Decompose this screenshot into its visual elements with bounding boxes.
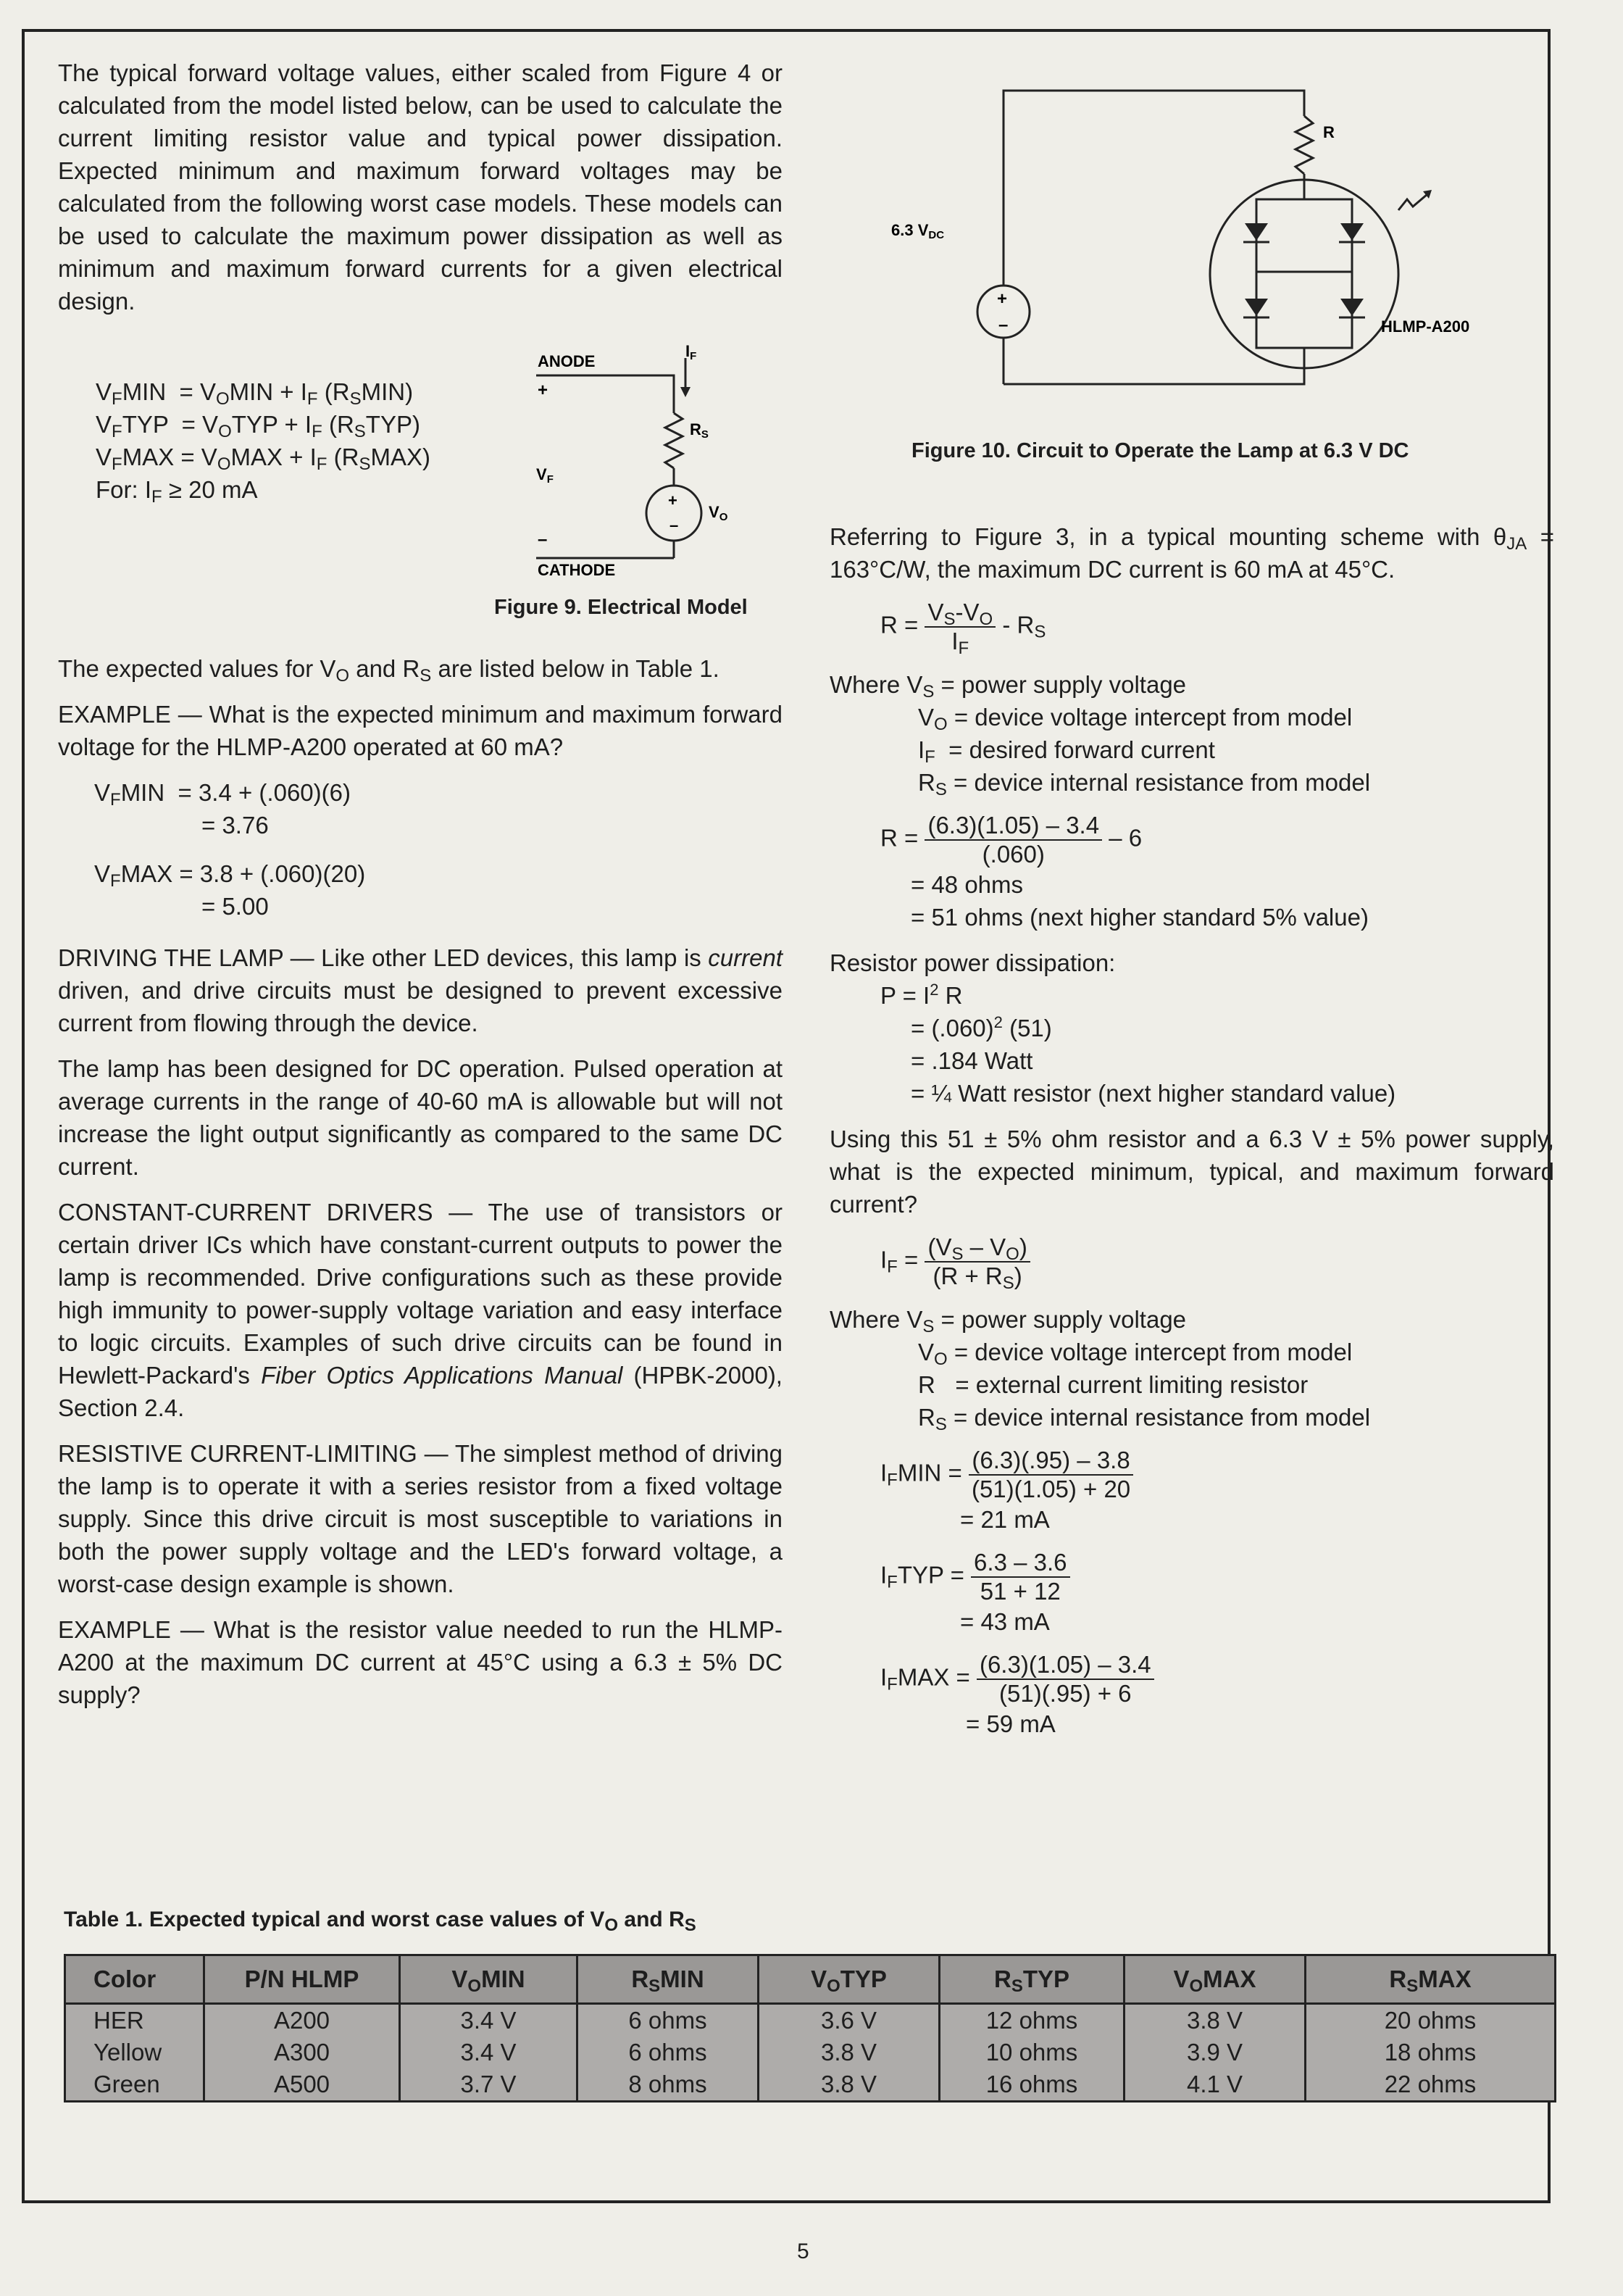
table-row: Yellow A300 3.4 V 6 ohms 3.8 V 10 ohms 3.9 V 18 ohms: [65, 2037, 1556, 2068]
ifmin-calculation: $I_FMIN$ = $\frac{(6.3)(.95) - 3.8}{(51)(1.05) + 20}$ = 21 mA: [830, 1447, 1554, 1536]
figure-10-caption: Figure 10. Circuit to Operate the Lamp at 6.3 V DC: [911, 439, 1409, 462]
fig10-part-label: HLMP-A200: [1381, 317, 1470, 336]
r-calculation: R = $\frac{(6.3)(1.05) - 3.4}{(.060)}$ – 6 = 48 ohms = 51 ohms (next higher standard 5% value): [880, 812, 1369, 931]
fig9-vf-label: VF: [536, 465, 554, 486]
constant-current-paragraph: CONSTANT-CURRENT DRIVERS — The use of transistors or certain driver ICs which have constant-current outputs to power the lamp is recommended. Drive configurations such as these provide high immunity to power-supply voltage variation and easy interface to logic circuits. Examples of such drive circuits can be found in Hewlett-Packard's Fiber Optics Applications Manual (HPBK-2000), Section 2.4.: [58, 1199, 783, 1421]
svg-text:+: +: [997, 289, 1008, 309]
model-eq-vfmin: $V_FMIN = V_OMIN + I_F$ $(R_SMIN)$: [96, 378, 414, 409]
figure-9-caption: Figure 9. Electrical Model: [494, 596, 748, 619]
table-1: [64, 1954, 1556, 2102]
fig10-r-label: R: [1323, 123, 1335, 141]
driving-the-lamp-paragraph: DRIVING THE LAMP — Like other LED devices, this lamp is current driven, and drive circuits must be designed to prevent excessive current from flowing through the device.: [58, 944, 783, 1036]
fig9-rs-label: RS: [690, 420, 709, 441]
right-column: [830, 520, 1554, 1753]
page-number: 5: [797, 2239, 809, 2263]
example-1-equations: $V_FMIN = 3.4 + (.060)(6)$ = 3.76 $V_FMAX = 3.8 + (.060)(20)$ = 5.00: [94, 779, 366, 920]
example-1-paragraph: EXAMPLE — What is the expected minimum and maximum forward voltage for the HLMP-A200 operated at 60 mA?: [58, 701, 783, 760]
figure-10-circuit: [891, 72, 1529, 409]
model-eq-vftyp: $V_FTYP = V_OTYP + I_F$ $(R_STYP)$: [96, 411, 420, 441]
where-block-1: Where $V_S$ = power supply voltage $V_O$ = device voltage intercept from model $I_F$ = desired forward current $R_S$ = device internal resistance from model: [830, 671, 1371, 799]
expected-values-paragraph: The expected values for $V_O$ and $R_S$ are listed below in Table 1.: [58, 655, 719, 686]
ifmax-calculation: $I_FMAX$ = $\frac{(6.3)(1.05) - 3.4}{(51)(.95) + 6}$ = 59 mA: [830, 1651, 1554, 1740]
fig9-minus-label: –: [538, 530, 548, 549]
fig9-vo-label: VO: [709, 503, 728, 523]
fig9-anode-label: ANODE: [538, 352, 596, 370]
svg-text:–: –: [998, 315, 1009, 335]
header-color: Color: [65, 1955, 204, 2004]
header-rsmin: $R_SMIN$: [577, 1955, 759, 2004]
svg-text:–: –: [669, 516, 679, 534]
intro-paragraph: The typical forward voltage values, either scaled from Figure 4 or calculated from the model listed below, can be used to calculate the current limiting resistor value and typical power dissipation. Expected minimum and maximum forward voltages may be calculated from the following worst case models. These models can be used to calculate the maximum power dissipation as well as minimum and maximum forward currents for a given electrical design.: [58, 59, 783, 315]
fig9-plus-label: +: [538, 380, 548, 400]
svg-text:+: +: [668, 491, 677, 509]
table-header-row: [65, 1955, 1556, 2004]
table-row: HER A200 3.4 V 6 ohms 3.6 V 12 ohms 3.8 V 20 ohms: [65, 2004, 1556, 2037]
figure-9-electrical-model: [522, 341, 783, 591]
model-eq-vfmax: $V_FMAX = V_OMAX + I_F$ $(R_SMAX)$: [96, 444, 430, 474]
table-1-caption: Table 1. Expected typical and worst case values of $V_O$ and $R_S$: [64, 1908, 696, 1935]
header-rstyp: $R_STYP$: [940, 1955, 1125, 2004]
iftyp-calculation: $I_FTYP$ = $\frac{6.3 - 3.6}{51 + 12}$ = 43 mA: [830, 1549, 1554, 1638]
header-rsmax: $R_SMAX$: [1306, 1955, 1556, 2004]
power-dissipation-block: Resistor power dissipation: $P = I^2$ R = $(.060)^2$ (51) = .184 Watt = ¼ Watt resistor (next higher standard value): [830, 949, 1396, 1107]
where-block-2: Where $V_S$ = power supply voltage $V_O$ = device voltage intercept from model R = external current limiting resistor $R_S$ = device internal resistance from model: [830, 1306, 1371, 1434]
header-vomax: $V_OMAX$: [1125, 1955, 1306, 2004]
if-formula: $I_F$ = $\frac{(V_S - V_O)}{(R + R_S)}$: [830, 1234, 1554, 1290]
header-pn: P/N HLMP: [204, 1955, 400, 2004]
header-votyp: $V_OTYP$: [759, 1955, 940, 2004]
dc-operation-paragraph: The lamp has been designed for DC operation. Pulsed operation at average currents in the range of 40-60 mA is allowable but will not increase the light output significantly as compared to the same DC current.: [58, 1055, 783, 1180]
example-2-paragraph: EXAMPLE — What is the resistor value needed to run the HLMP-A200 at the maximum DC current at 45°C using a 6.3 ± 5% DC supply?: [58, 1616, 783, 1708]
header-vomin: $V_OMIN$: [400, 1955, 577, 2004]
model-eq-condition: For: $I_F \ge 20$ mA: [96, 476, 258, 507]
fig9-if-label: IF: [685, 342, 697, 362]
table-row: Green A500 3.7 V 8 ohms 3.8 V 16 ohms 4.1 V 22 ohms: [65, 2068, 1556, 2102]
resistive-current-limiting-paragraph: RESISTIVE CURRENT-LIMITING — The simplest method of driving the lamp is to operate it with a series resistor from a fixed voltage supply. Since this drive circuit is most susceptible to variations in both the power supply voltage and the LED's forward voltage, a worst-case design example is shown.: [58, 1440, 783, 1597]
fig9-cathode-label: CATHODE: [538, 561, 616, 579]
referring-paragraph: Referring to Figure 3, in a typical mounting scheme with $\theta_{JA} = 163^\circ C/W$, the maximum DC current is 60 mA at 45°C.: [830, 523, 1554, 583]
using-paragraph: Using this 51 ± 5% ohm resistor and a 6.3 V ± 5% power supply, what is the expected minimum, typical, and maximum forward current?: [830, 1126, 1554, 1218]
fig10-vsupply-label: 6.3 VDC: [891, 221, 945, 241]
left-column-lower: [58, 652, 783, 1724]
r-formula: R = $\frac{V_S-V_O}{I_F}$ - $R_S$: [880, 599, 1046, 658]
